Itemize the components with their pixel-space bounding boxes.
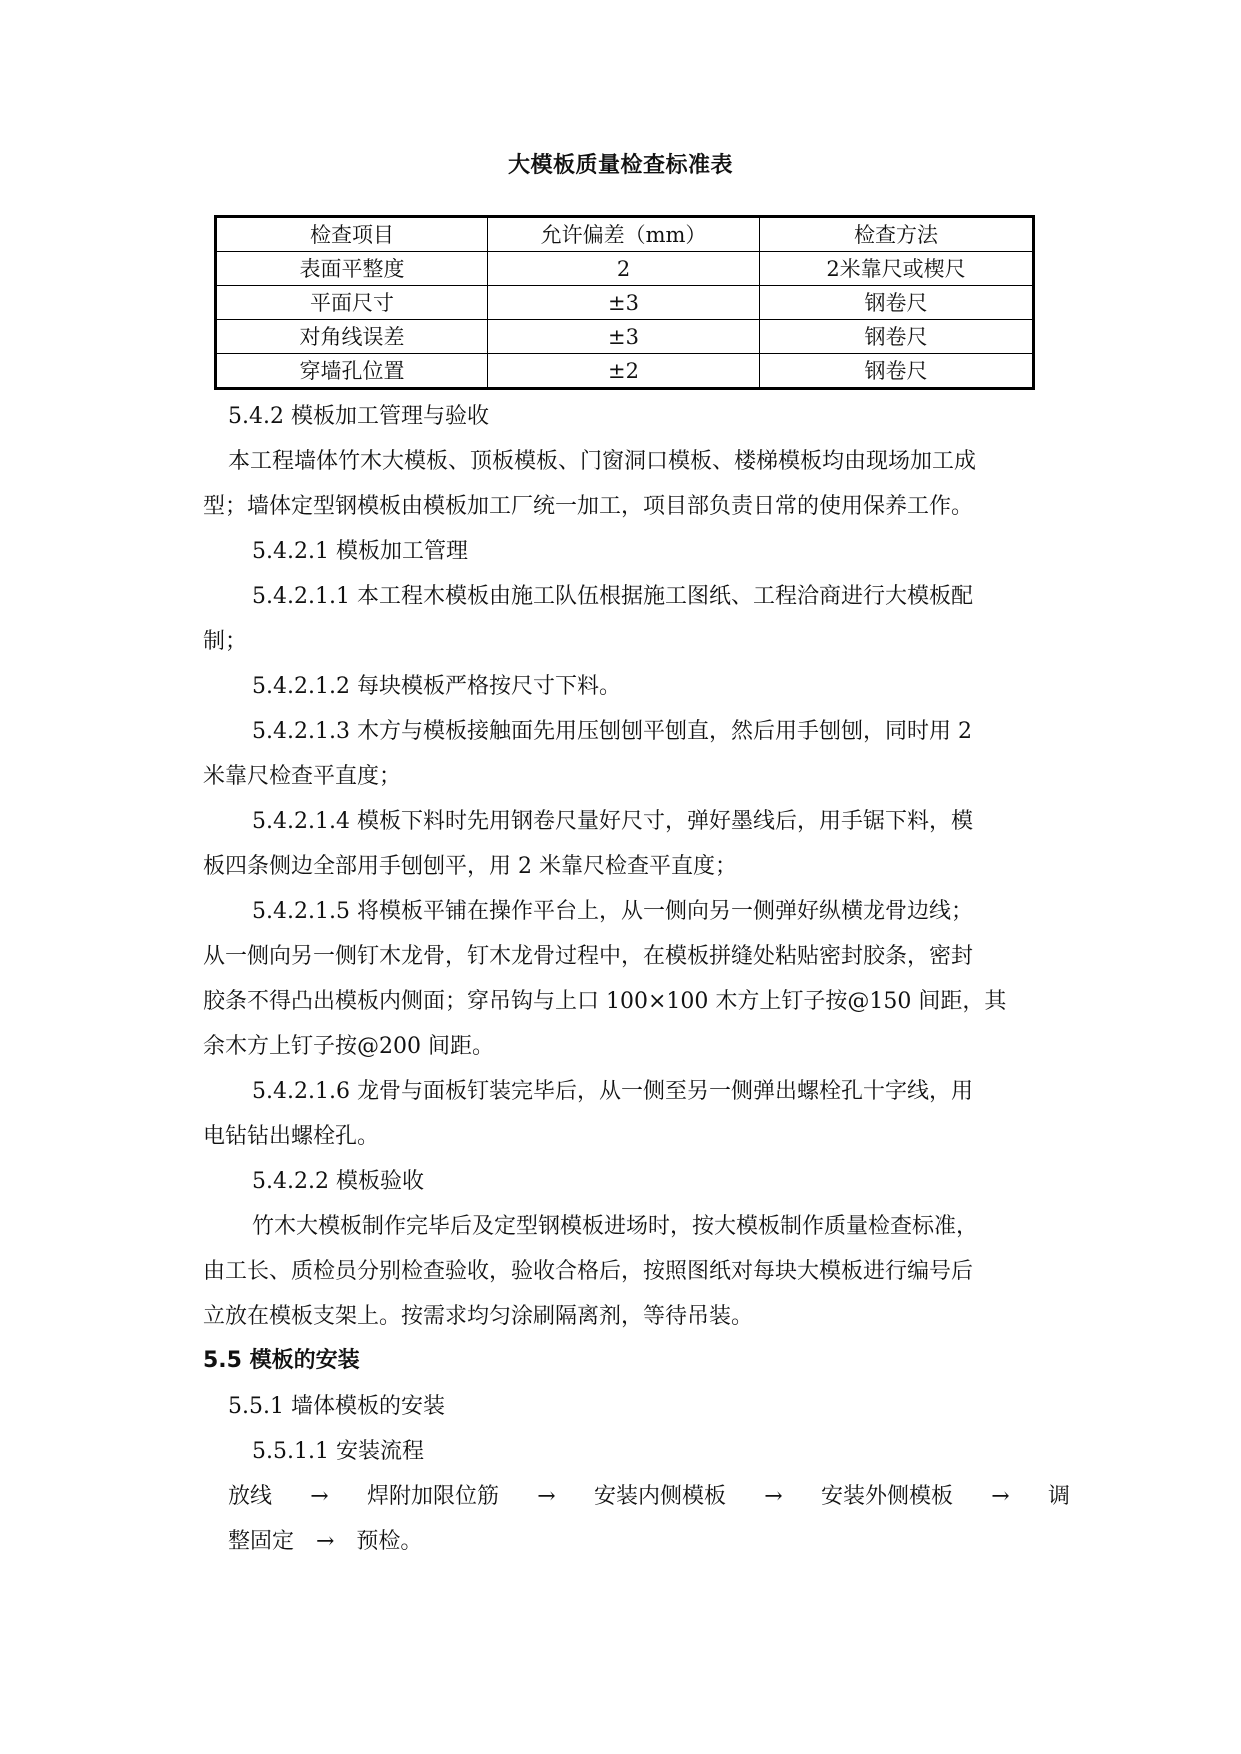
section-heading-5-5-1-1: 5.5.1.1 安装流程	[252, 1439, 424, 1464]
paragraph-line: 米靠尺检查平直度；	[203, 764, 402, 789]
flow-step: 调	[1047, 1484, 1070, 1509]
arrow-icon: →	[764, 1484, 783, 1509]
section-heading-5-4-2: 5.4.2 模板加工管理与验收	[228, 404, 489, 429]
section-heading-5-5: 5.5 模板的安装	[203, 1348, 360, 1373]
paragraph-line: 制；	[203, 629, 248, 654]
arrow-icon: →	[310, 1484, 329, 1509]
cell-tolerance: 2	[488, 252, 760, 286]
arrow-icon: →	[537, 1484, 556, 1509]
paragraph-line: 余木方上钉子按@200 间距。	[203, 1034, 494, 1059]
section-heading-5-4-2-2: 5.4.2.2 模板验收	[252, 1169, 424, 1194]
cell-method: 2米靠尺或楔尺	[760, 252, 1034, 286]
paragraph-line: 5.4.2.1.2 每块模板严格按尺寸下料。	[252, 674, 621, 699]
paragraph-line: 从一侧向另一侧钉木龙骨，钉木龙骨过程中，在模板拼缝处粘贴密封胶条，密封	[203, 944, 974, 969]
paragraph-line: 电钻钻出螺栓孔。	[203, 1124, 380, 1149]
flow-step: 焊附加限位筋	[366, 1484, 499, 1509]
installation-flow-line-end: 整固定 → 预检。	[228, 1529, 423, 1554]
paragraph-line: 立放在模板支架上。按需求均匀涂刷隔离剂，等待吊装。	[203, 1304, 754, 1329]
header-cell-item: 检查项目	[216, 217, 488, 252]
cell-method: 钢卷尺	[760, 354, 1034, 389]
section-heading-5-5-1: 5.5.1 墙体模板的安装	[228, 1394, 445, 1419]
cell-tolerance: ±2	[488, 354, 760, 389]
header-cell-tolerance: 允许偏差（mm）	[488, 217, 760, 252]
paragraph-line: 板四条侧边全部用手刨刨平，用 2 米靠尺检查平直度；	[203, 854, 737, 879]
cell-item: 表面平整度	[216, 252, 488, 286]
paragraph-line: 5.4.2.1.1 本工程木模板由施工队伍根据施工图纸、工程洽商进行大模板配	[252, 584, 973, 609]
flow-step: 安装外侧模板	[820, 1484, 953, 1509]
cell-method: 钢卷尺	[760, 320, 1034, 354]
cell-method: 钢卷尺	[760, 286, 1034, 320]
paragraph-line: 由工长、质检员分别检查验收，验收合格后，按照图纸对每块大模板进行编号后	[203, 1259, 974, 1284]
installation-flow-line	[228, 1482, 1070, 1512]
arrow-icon: →	[991, 1484, 1010, 1509]
quality-standard-table	[214, 215, 1035, 390]
paragraph-line: 5.4.2.1.5 将模板平铺在操作平台上，从一侧向另一侧弹好纵横龙骨边线；	[252, 899, 973, 924]
cell-item: 平面尺寸	[216, 286, 488, 320]
table-row	[216, 320, 1034, 354]
header-cell-method: 检查方法	[760, 217, 1034, 252]
section-heading-5-4-2-1: 5.4.2.1 模板加工管理	[252, 539, 468, 564]
table-row	[216, 252, 1034, 286]
paragraph-line: 本工程墙体竹木大模板、顶板模板、门窗洞口模板、楼梯模板均由现场加工成	[228, 449, 977, 474]
cell-tolerance: ±3	[488, 320, 760, 354]
flow-step: 放线	[228, 1484, 273, 1509]
paragraph-line: 胶条不得凸出模板内侧面；穿吊钩与上口 100×100 木方上钉子按@150 间距，其	[203, 989, 1007, 1014]
table-row	[216, 286, 1034, 320]
flow-step: 安装内侧模板	[593, 1484, 726, 1509]
paragraph-line: 5.4.2.1.6 龙骨与面板钉装完毕后，从一侧至另一侧弹出螺栓孔十字线，用	[252, 1079, 973, 1104]
cell-item: 对角线误差	[216, 320, 488, 354]
paragraph-line: 竹木大模板制作完毕后及定型钢模板进场时，按大模板制作质量检查标准，	[252, 1214, 979, 1239]
paragraph-line: 5.4.2.1.3 木方与模板接触面先用压刨刨平刨直，然后用手刨刨，同时用 2	[252, 719, 972, 744]
cell-tolerance: ±3	[488, 286, 760, 320]
table-title: 大模板质量检查标准表	[507, 153, 733, 178]
paragraph-line: 型；墙体定型钢模板由模板加工厂统一加工，项目部负责日常的使用保养工作。	[203, 494, 974, 519]
cell-item: 穿墙孔位置	[216, 354, 488, 389]
table-header-row	[216, 217, 1034, 252]
table-row	[216, 354, 1034, 389]
paragraph-line: 5.4.2.1.4 模板下料时先用钢卷尺量好尺寸，弹好墨线后，用手锯下料，模	[252, 809, 973, 834]
